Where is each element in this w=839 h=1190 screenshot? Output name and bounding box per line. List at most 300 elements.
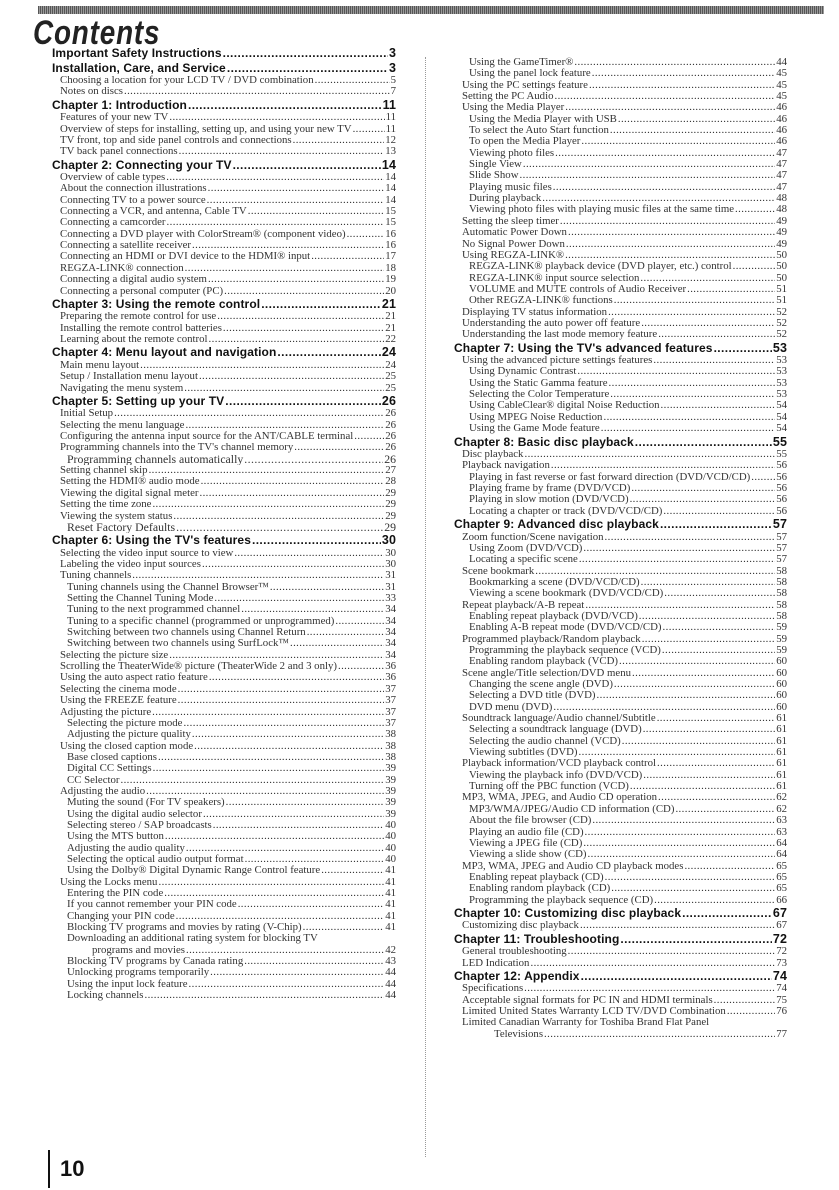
entry-title: TV front, top and side panel controls and connections: [60, 134, 292, 146]
entry-page-number: 53: [772, 340, 787, 355]
entry-page-number: 15: [385, 206, 396, 218]
chapter-title: Chapter 11: Troubleshooting: [454, 931, 620, 946]
toc-entry: [454, 792, 787, 803]
dot-leader: [178, 695, 385, 706]
toc-entry: [454, 566, 787, 577]
toc-entry: [52, 548, 396, 559]
toc-entry: [454, 634, 787, 645]
entry-title: Playing in fast reverse or fast forward direction (DVD/VCD/CD): [469, 471, 751, 483]
entry-title: Adjusting the audio: [60, 785, 146, 797]
dot-leader: [227, 61, 388, 76]
dot-leader: [553, 702, 775, 713]
entry-title: Scene angle/Title selection/DVD menu: [462, 667, 632, 679]
entry-title: Enabling random playback (VCD): [469, 656, 619, 668]
entry-title: Viewing the playback info (DVD/VCD): [469, 769, 643, 781]
dot-leader: [611, 883, 775, 894]
dot-leader: [639, 611, 775, 622]
toc-entry: [52, 707, 396, 718]
toc-chapter-entry: [52, 533, 396, 548]
entry-title: Repeat playback/A-B repeat: [462, 599, 585, 611]
toc-chapter-entry: [454, 969, 787, 984]
entry-page-number: 34: [385, 627, 396, 639]
entry-page-number: 37: [385, 706, 396, 718]
entry-page-number: 62: [776, 803, 787, 815]
dot-leader: [524, 449, 775, 460]
toc-entry: [454, 958, 787, 969]
entry-title: Using the MTS button: [67, 831, 164, 843]
entry-page-number: 34: [385, 615, 396, 627]
entry-title: Unlocking programs temporarily: [67, 967, 210, 979]
entry-title: Scene bookmark: [462, 565, 535, 577]
toc-entry: [52, 183, 396, 194]
toc-entry: [454, 983, 787, 994]
entry-page-number: 45: [776, 68, 787, 80]
dot-leader: [307, 627, 385, 638]
toc-entry: [454, 849, 787, 860]
dot-leader: [199, 371, 384, 382]
dot-leader: [555, 148, 775, 159]
entry-title: Slide Show: [469, 170, 519, 182]
toc-entry: [52, 465, 396, 476]
entry-page-number: 59: [776, 645, 787, 656]
entry-page-number: 61: [776, 713, 787, 725]
entry-page-number: 56: [776, 505, 787, 517]
dot-leader: [630, 781, 775, 792]
entry-page-number: 41: [385, 922, 396, 934]
toc-entry: [52, 582, 396, 593]
entry-title: Enabling repeat playback (CD): [469, 871, 604, 883]
dot-leader: [653, 355, 775, 366]
entry-title: Selecting a soundtrack language (DVD): [469, 724, 642, 736]
entry-title: Blocking TV programs by Canada rating: [67, 956, 244, 968]
toc-chapter-entry: [454, 517, 787, 532]
entry-page-number: 51: [776, 295, 787, 307]
entry-page-number: 60: [776, 690, 787, 702]
entry-page-number: 38: [385, 740, 396, 752]
toc-entry: [52, 854, 396, 865]
entry-title: Connecting a VCR, and antenna, Cable TV: [60, 206, 247, 218]
entry-title: Digital CC Settings: [67, 763, 152, 775]
toc-entry: [454, 645, 787, 656]
toc-entry: [52, 775, 396, 786]
chapter-title: Chapter 8: Basic disc playback: [454, 434, 634, 449]
entry-page-number: 46: [776, 102, 787, 114]
toc-entry: [454, 532, 787, 543]
toc-entry: [454, 355, 787, 366]
entry-page-number: 56: [776, 483, 787, 495]
entry-title: Base closed captions: [67, 751, 157, 763]
toc-entry: [454, 216, 787, 227]
entry-title: Connecting a DVD player with ColorStream® (component video): [60, 228, 346, 240]
chapter-title: Important Safety Instructions: [52, 46, 222, 60]
entry-page-number: 34: [385, 649, 396, 661]
toc-entry: [52, 251, 396, 262]
entry-title: Setting channel skip: [60, 465, 148, 477]
dot-leader: [311, 251, 384, 262]
entry-page-number: 47: [776, 181, 787, 193]
entry-page-number: 58: [776, 588, 787, 600]
dot-leader: [684, 861, 775, 872]
chapter-title: Chapter 1: Introduction: [52, 97, 187, 112]
entry-title: Installing the remote control batteries: [60, 322, 222, 334]
entry-title: Viewing photo files with playing music files at the same time: [469, 204, 735, 216]
entry-title: Switching between two channels using SurfLock™: [67, 638, 289, 650]
toc-entry: [454, 577, 787, 588]
toc-entry: [454, 690, 787, 701]
dot-leader: [583, 543, 775, 554]
entry-page-number: 38: [385, 751, 396, 763]
dot-leader: [727, 1006, 775, 1017]
entry-page-number: 47: [776, 170, 787, 182]
dot-leader: [188, 98, 382, 113]
dot-leader: [553, 182, 775, 193]
toc-entry: [52, 809, 396, 820]
entry-page-number: 61: [776, 724, 787, 736]
dot-leader: [290, 638, 384, 649]
entry-title: Preparing the remote control for use: [60, 311, 217, 323]
toc-entry: [52, 408, 396, 419]
dot-leader: [733, 261, 776, 272]
dot-leader: [551, 460, 775, 471]
dot-leader: [585, 827, 776, 838]
dot-leader: [223, 323, 384, 334]
dot-leader: [579, 554, 775, 565]
entry-title: General troubleshooting: [462, 946, 567, 958]
dot-leader: [245, 854, 385, 865]
dot-leader: [234, 548, 384, 559]
toc-entry: [52, 820, 396, 831]
dot-leader: [169, 650, 384, 661]
toc-entry: [52, 593, 396, 604]
entry-title: Changing your PIN code: [67, 910, 175, 922]
chapter-title: Chapter 7: Using the TV's advanced features: [454, 340, 713, 355]
entry-page-number: 62: [776, 792, 787, 804]
dot-leader: [635, 435, 772, 450]
entry-page-number: 61: [776, 735, 787, 747]
entry-title: Reset Factory Defaults: [67, 521, 176, 534]
toc-entry: [52, 488, 396, 499]
entry-title: Selecting the cinema mode: [60, 683, 177, 695]
toc-entry: [454, 946, 787, 957]
entry-title: Limited Canadian Warranty for Toshiba Brand Flat Panel: [462, 1017, 710, 1029]
entry-title: Soundtrack language/Audio channel/Subtitle: [462, 713, 656, 725]
entry-page-number: 72: [772, 931, 787, 946]
entry-page-number: 52: [776, 306, 787, 318]
entry-title: programs and movies: [92, 944, 185, 956]
entry-page-number: 40: [385, 853, 396, 865]
dot-leader: [641, 318, 775, 329]
entry-title: Tuning channels using the Channel Browser™: [67, 581, 269, 593]
toc-entry: [454, 588, 787, 599]
entry-page-number: 58: [776, 576, 787, 588]
entry-title: Programmed playback/Random playback: [462, 633, 641, 645]
entry-page-number: 42: [385, 944, 396, 956]
dot-leader: [192, 729, 384, 740]
entry-page-number: 65: [776, 883, 787, 895]
entry-page-number: 14: [385, 172, 396, 184]
toc-entry: [454, 284, 787, 295]
entry-page-number: 73: [776, 957, 787, 969]
entry-page-number: 3: [388, 46, 396, 60]
dot-leader: [597, 690, 776, 701]
dot-leader: [603, 412, 775, 423]
entry-title: Locating a specific scene: [469, 554, 578, 566]
entry-page-number: 40: [385, 842, 396, 854]
dot-leader: [614, 295, 775, 306]
entry-title: Turning off the PBC function (VCD): [469, 781, 629, 793]
toc-entry: [454, 329, 787, 340]
entry-page-number: 44: [385, 990, 396, 1002]
entry-title: Using the Media Player: [462, 102, 565, 114]
dot-leader: [223, 46, 388, 61]
dot-leader: [524, 983, 775, 994]
dot-leader: [631, 483, 775, 494]
entry-page-number: 59: [776, 622, 787, 634]
entry-title: Adjusting the audio quality: [67, 842, 185, 854]
dot-leader: [654, 895, 775, 906]
dot-leader: [589, 80, 775, 91]
dot-leader: [657, 758, 775, 769]
entry-page-number: 50: [776, 261, 787, 273]
toc-entry: [454, 423, 787, 434]
dot-leader: [261, 297, 381, 312]
chapter-title: Chapter 3: Using the remote control: [52, 296, 261, 311]
entry-title: Programming channels automatically: [67, 453, 244, 466]
toc-entry: [52, 627, 396, 638]
dot-leader: [152, 499, 384, 510]
entry-title: Using the PC settings feature: [462, 79, 588, 91]
entry-title: TV back panel connections: [60, 146, 178, 158]
toc-chapter-entry: [454, 906, 787, 921]
dot-leader: [146, 786, 384, 797]
entry-page-number: 30: [381, 533, 396, 548]
dot-leader: [657, 713, 776, 724]
dot-leader: [565, 250, 775, 261]
entry-page-number: 75: [776, 994, 787, 1006]
dot-leader: [622, 736, 775, 747]
toc-entry: [52, 360, 396, 371]
toc-chapter-entry: [52, 61, 396, 76]
toc-entry: [52, 865, 396, 876]
entry-title: REGZA-LINK® input source selection: [469, 272, 640, 284]
entry-page-number: 40: [385, 831, 396, 843]
entry-page-number: 74: [772, 968, 787, 983]
entry-title: Using the auto aspect ratio feature: [60, 672, 208, 684]
entry-page-number: 54: [776, 423, 787, 435]
entry-title: Scrolling the TheaterWide® picture (TheaterWide 2 and 3 only): [60, 661, 337, 673]
entry-page-number: 29: [384, 521, 396, 534]
dot-leader: [169, 112, 384, 123]
toc-entry: [52, 843, 396, 854]
entry-page-number: 25: [385, 371, 396, 383]
entry-title: Setup / Installation menu layout: [60, 371, 198, 383]
entry-title: About the connection illustrations: [60, 183, 207, 195]
entry-title: Selecting stereo / SAP broadcasts: [67, 819, 212, 831]
dot-leader: [303, 922, 385, 933]
entry-title: VOLUME and MUTE controls of Audio Receiver: [469, 283, 687, 295]
entry-title: Viewing a scene bookmark (DVD/VCD/CD): [469, 588, 664, 600]
entry-page-number: 5: [390, 75, 396, 86]
dot-leader: [610, 125, 775, 136]
dot-leader: [233, 158, 381, 173]
dot-leader: [566, 239, 775, 250]
dot-leader: [209, 672, 384, 683]
dot-leader: [186, 843, 384, 854]
toc-entry: [52, 922, 396, 933]
entry-title: Selecting the picture mode: [67, 717, 183, 729]
entry-title: Connecting an HDMI or DVI device to the HDMI® input: [60, 251, 311, 263]
entry-title: Displaying TV status information: [462, 306, 608, 318]
entry-title: Entering the PIN code: [67, 888, 164, 899]
entry-page-number: 31: [385, 570, 396, 582]
entry-title: Understanding the last mode memory feature: [462, 329, 658, 341]
toc-chapter-entry: [454, 341, 787, 356]
toc-entry: [52, 323, 396, 334]
entry-title: Playback information/VCD playback control: [462, 758, 656, 770]
entry-page-number: 61: [776, 769, 787, 781]
entry-title: Disc playback: [462, 449, 524, 460]
entry-page-number: 58: [776, 599, 787, 611]
toc-entry: [52, 112, 396, 123]
entry-title: Specifications: [462, 983, 524, 995]
entry-title: Main menu layout: [60, 359, 140, 371]
entry-title: Using the input lock feature: [67, 978, 188, 990]
toc-entry: [52, 217, 396, 228]
toc-entry: [454, 366, 787, 377]
toc-entry: [52, 650, 396, 661]
entry-page-number: 64: [776, 837, 787, 849]
entry-page-number: 15: [385, 217, 396, 229]
dot-leader: [577, 366, 775, 377]
toc-entry: [52, 763, 396, 774]
dot-leader: [294, 442, 384, 453]
entry-title: Using MPEG Noise Reduction: [469, 411, 603, 423]
dot-leader: [632, 668, 775, 679]
entry-page-number: 26: [384, 453, 396, 466]
toc-entry: [454, 656, 787, 667]
toc-entry: [52, 195, 396, 206]
dot-leader: [664, 588, 775, 599]
entry-title: Understanding the auto power off feature: [462, 317, 641, 329]
entry-title: Setting the time zone: [60, 499, 152, 511]
toc-entry: [52, 454, 396, 465]
toc-entry: [454, 261, 787, 272]
column-divider: [425, 57, 426, 1157]
dot-leader: [581, 136, 775, 147]
entry-title: Playback navigation: [462, 460, 550, 472]
entry-page-number: 39: [385, 797, 396, 809]
dot-leader: [252, 533, 381, 548]
entry-page-number: 19: [385, 274, 396, 286]
header-bar: [38, 6, 824, 14]
toc-entry: [52, 146, 396, 157]
dot-leader: [568, 946, 776, 957]
dot-leader: [751, 472, 775, 483]
entry-page-number: 57: [776, 531, 787, 543]
toc-entry: [454, 389, 787, 400]
entry-page-number: 36: [385, 672, 396, 684]
dot-leader: [658, 792, 775, 803]
dot-leader: [164, 888, 384, 899]
toc-entry: [454, 724, 787, 735]
toc-entry: [454, 114, 787, 125]
toc-entry: [52, 229, 396, 240]
entry-title: Automatic Power Down: [462, 227, 567, 239]
entry-title: Enabling random playback (CD): [469, 883, 611, 895]
entry-title: Overview of steps for installing, setting up, and using your new TV: [60, 123, 352, 135]
entry-page-number: 27: [385, 465, 396, 477]
dot-leader: [185, 420, 384, 431]
dot-leader: [530, 958, 775, 969]
dot-leader: [149, 465, 385, 476]
entry-page-number: 61: [776, 747, 787, 759]
dot-leader: [675, 804, 775, 815]
toc-entry: [454, 713, 787, 724]
dot-leader: [176, 522, 383, 533]
entry-title: Setting the sleep timer: [462, 215, 559, 227]
entry-page-number: 64: [776, 849, 787, 861]
entry-page-number: 56: [776, 460, 787, 472]
entry-page-number: 29: [385, 487, 396, 499]
entry-title: Connecting a digital audio system: [60, 274, 207, 286]
entry-page-number: 60: [776, 667, 787, 679]
entry-page-number: 67: [776, 920, 787, 932]
toc-entry: [454, 827, 787, 838]
entry-page-number: 56: [776, 471, 787, 483]
entry-page-number: 48: [776, 204, 787, 216]
toc-entry: [454, 679, 787, 690]
dot-leader: [114, 408, 384, 419]
dot-leader: [662, 645, 775, 656]
dot-leader: [140, 360, 384, 371]
entry-title: Using the Locks menu: [60, 876, 158, 888]
dot-leader: [520, 170, 776, 181]
toc-entry: [52, 75, 396, 86]
entry-page-number: 14: [385, 183, 396, 195]
entry-title: Navigating the menu system: [60, 382, 184, 394]
entry-page-number: 22: [385, 334, 396, 346]
entry-page-number: 39: [385, 763, 396, 775]
dot-leader: [270, 582, 384, 593]
entry-title: Connecting TV to a power source: [60, 194, 206, 206]
entry-title: Learning about the remote control: [60, 334, 208, 346]
entry-page-number: 55: [776, 449, 787, 460]
entry-page-number: 26: [385, 442, 396, 454]
entry-title: Televisions: [494, 1028, 544, 1040]
toc-entry: [52, 967, 396, 978]
entry-title: Viewing a slide show (CD): [469, 849, 587, 861]
toc-chapter-entry: [52, 297, 396, 312]
entry-title: Connecting a satellite receiver: [60, 240, 192, 252]
toc-entry: [454, 148, 787, 159]
entry-title: REGZA-LINK® connection: [60, 262, 184, 274]
dot-leader: [663, 622, 776, 633]
toc-entry: [454, 68, 787, 79]
dot-leader: [641, 577, 776, 588]
entry-page-number: 47: [776, 147, 787, 159]
entry-page-number: 30: [385, 547, 396, 559]
dot-leader: [687, 284, 775, 295]
dot-leader: [605, 872, 776, 883]
toc-entry: [52, 729, 396, 740]
dot-leader: [244, 454, 383, 465]
toc-entry: [52, 911, 396, 922]
entry-page-number: 55: [772, 434, 787, 449]
entry-page-number: 11: [382, 97, 396, 112]
entry-page-number: 53: [776, 377, 787, 389]
toc-entry: [52, 442, 396, 453]
entry-title: Programming the playback sequence (CD): [469, 894, 654, 906]
